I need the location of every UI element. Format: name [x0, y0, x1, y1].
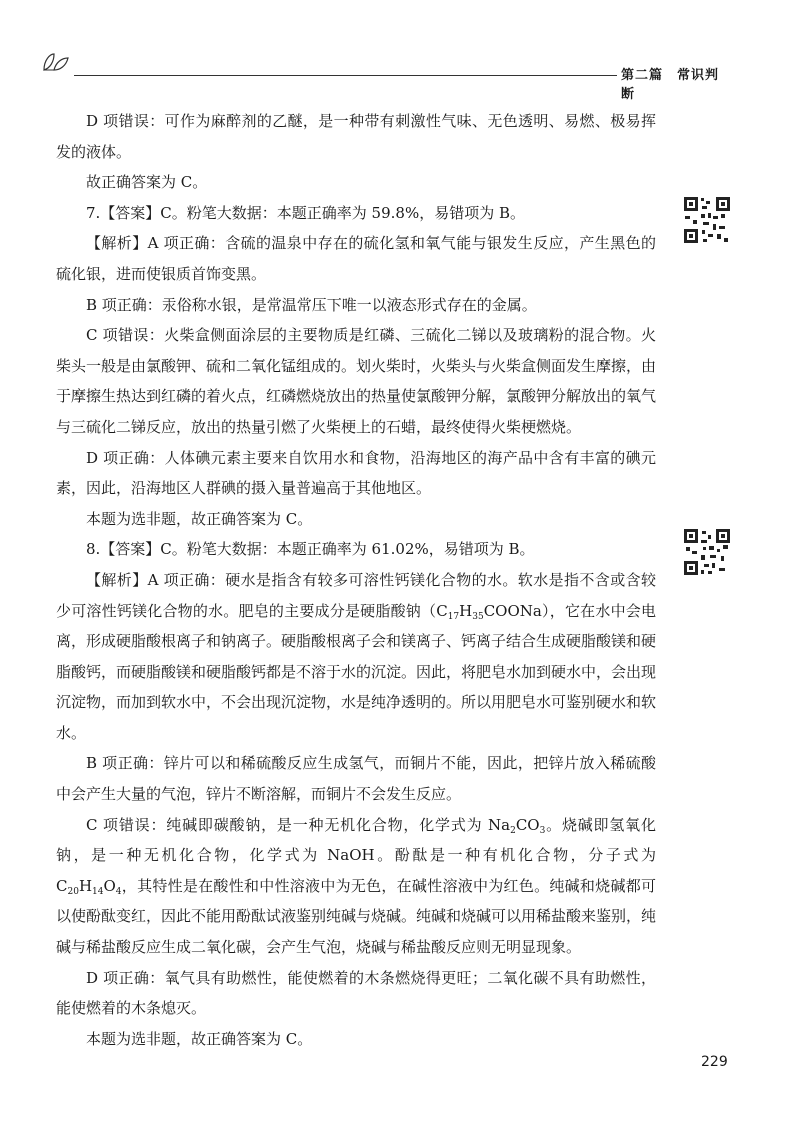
leaf-icon	[40, 50, 70, 74]
paragraph: B 项正确：锌片可以和稀硫酸反应生成氢气，而铜片不能，因此，把锌片放入稀硫酸中会产生大量的气泡，锌片不断溶解，而铜片不会发生反应。	[56, 754, 656, 804]
answer-line-8: 8.【答案】C。粉笔大数据：本题正确率为 61.02%，易错项为 B。	[86, 540, 535, 559]
paragraph: B 项正确：汞俗称水银，是常温常压下唯一以液态形式存在的金属。	[86, 295, 537, 314]
answer-explanations	[56, 106, 656, 1054]
paragraph: 【解析】A 项正确：含硫的温泉中存在的硫化氢和氧气能与银发生反应，产生黑色的硫化银，进而使银质首饰变黑。	[56, 234, 656, 283]
paragraph: 故正确答案为 C。	[86, 173, 208, 192]
qr-code-icon[interactable]	[683, 528, 731, 576]
paragraph: D 项正确：人体碘元素主要来自饮用水和食物，沿海地区的海产品中含有丰富的碘元素，因此，沿海地区人群碘的摄入量普遍高于其他地区。	[56, 448, 656, 498]
paragraph: 本题为选非题，故正确答案为 C。	[86, 509, 313, 528]
header-rule	[74, 75, 640, 76]
paragraph: 【解析】A 项正确：硬水是指含有较多可溶性钙镁化合物的水。软水是指不含或含较少可溶性钙镁化合物的水。肥皂的主要成分是硬脂酸钠$(C_{17}H_{35}COONa)$，它在水中会电离，形成硬脂酸根离子和钠离子。硬脂酸根离子会和镁离子、钙离子结合生成硬脂酸镁和硬脂酸钙，而硬脂酸镁和硬脂酸钙都是不溶于水的沉淀。因此，将肥皂水加到硬水中，会出现沉淀物，而加到软水中，不会出现沉淀物，水是纯净透明的。所以用肥皂水可鉴别硬水和软水。	[56, 570, 657, 742]
answer-line-7: 7.【答案】C。粉笔大数据：本题正确率为 59.8%，易错项为 B。	[86, 203, 526, 222]
paragraph: 本题为选非题，故正确答案为 C。	[86, 1029, 313, 1048]
page-number: 229	[701, 1054, 728, 1070]
paragraph: D 项正确：氧气具有助燃性，能使燃着的木条燃烧得更旺；二氧化碳不具有助燃性，能使燃着的木条熄灭。	[56, 968, 656, 1018]
paragraph: D 项错误：可作为麻醉剂的乙醚，是一种带有刺激性气味、无色透明、易燃、极易挥发的液体。	[56, 112, 656, 161]
page-header	[40, 48, 732, 102]
qr-code-icon[interactable]	[683, 196, 731, 244]
section-title: 第二篇 常识判断	[617, 64, 732, 102]
paragraph: C 项错误：纯碱即碳酸钠，是一种无机化合物，化学式为 $Na_2CO_3$。烧碱即氢氧化钠，是一种无机化合物，化学式为 NaOH。酚酞是一种有机化合物，分子式为 $C_{20}H_{14}O_4$，其特性是在酸性和中性溶液中为无色，在碱性溶液中为红色。纯碱和烧碱都可以使酚酞变红，因此不能用酚酞试液鉴别纯碱与烧碱。纯碱和烧碱可以用稀盐酸来鉴别，纯碱与稀盐酸反应生成二氧化碳，会产生气泡，烧碱与稀盐酸反应则无明显现象。	[56, 815, 657, 957]
paragraph: C 项错误：火柴盒侧面涂层的主要物质是红磷、三硫化二锑以及玻璃粉的混合物。火柴头一般是由氯酸钾、硫和二氧化锰组成的。划火柴时，火柴头与火柴盒侧面发生摩擦，由于摩擦生热达到红磷的着火点，红磷燃烧放出的热量使氯酸钾分解，氯酸钾分解放出的氧气与三硫化二锑反应，放出的热量引燃了火柴梗上的石蜡，最终使得火柴梗燃烧。	[56, 326, 657, 436]
